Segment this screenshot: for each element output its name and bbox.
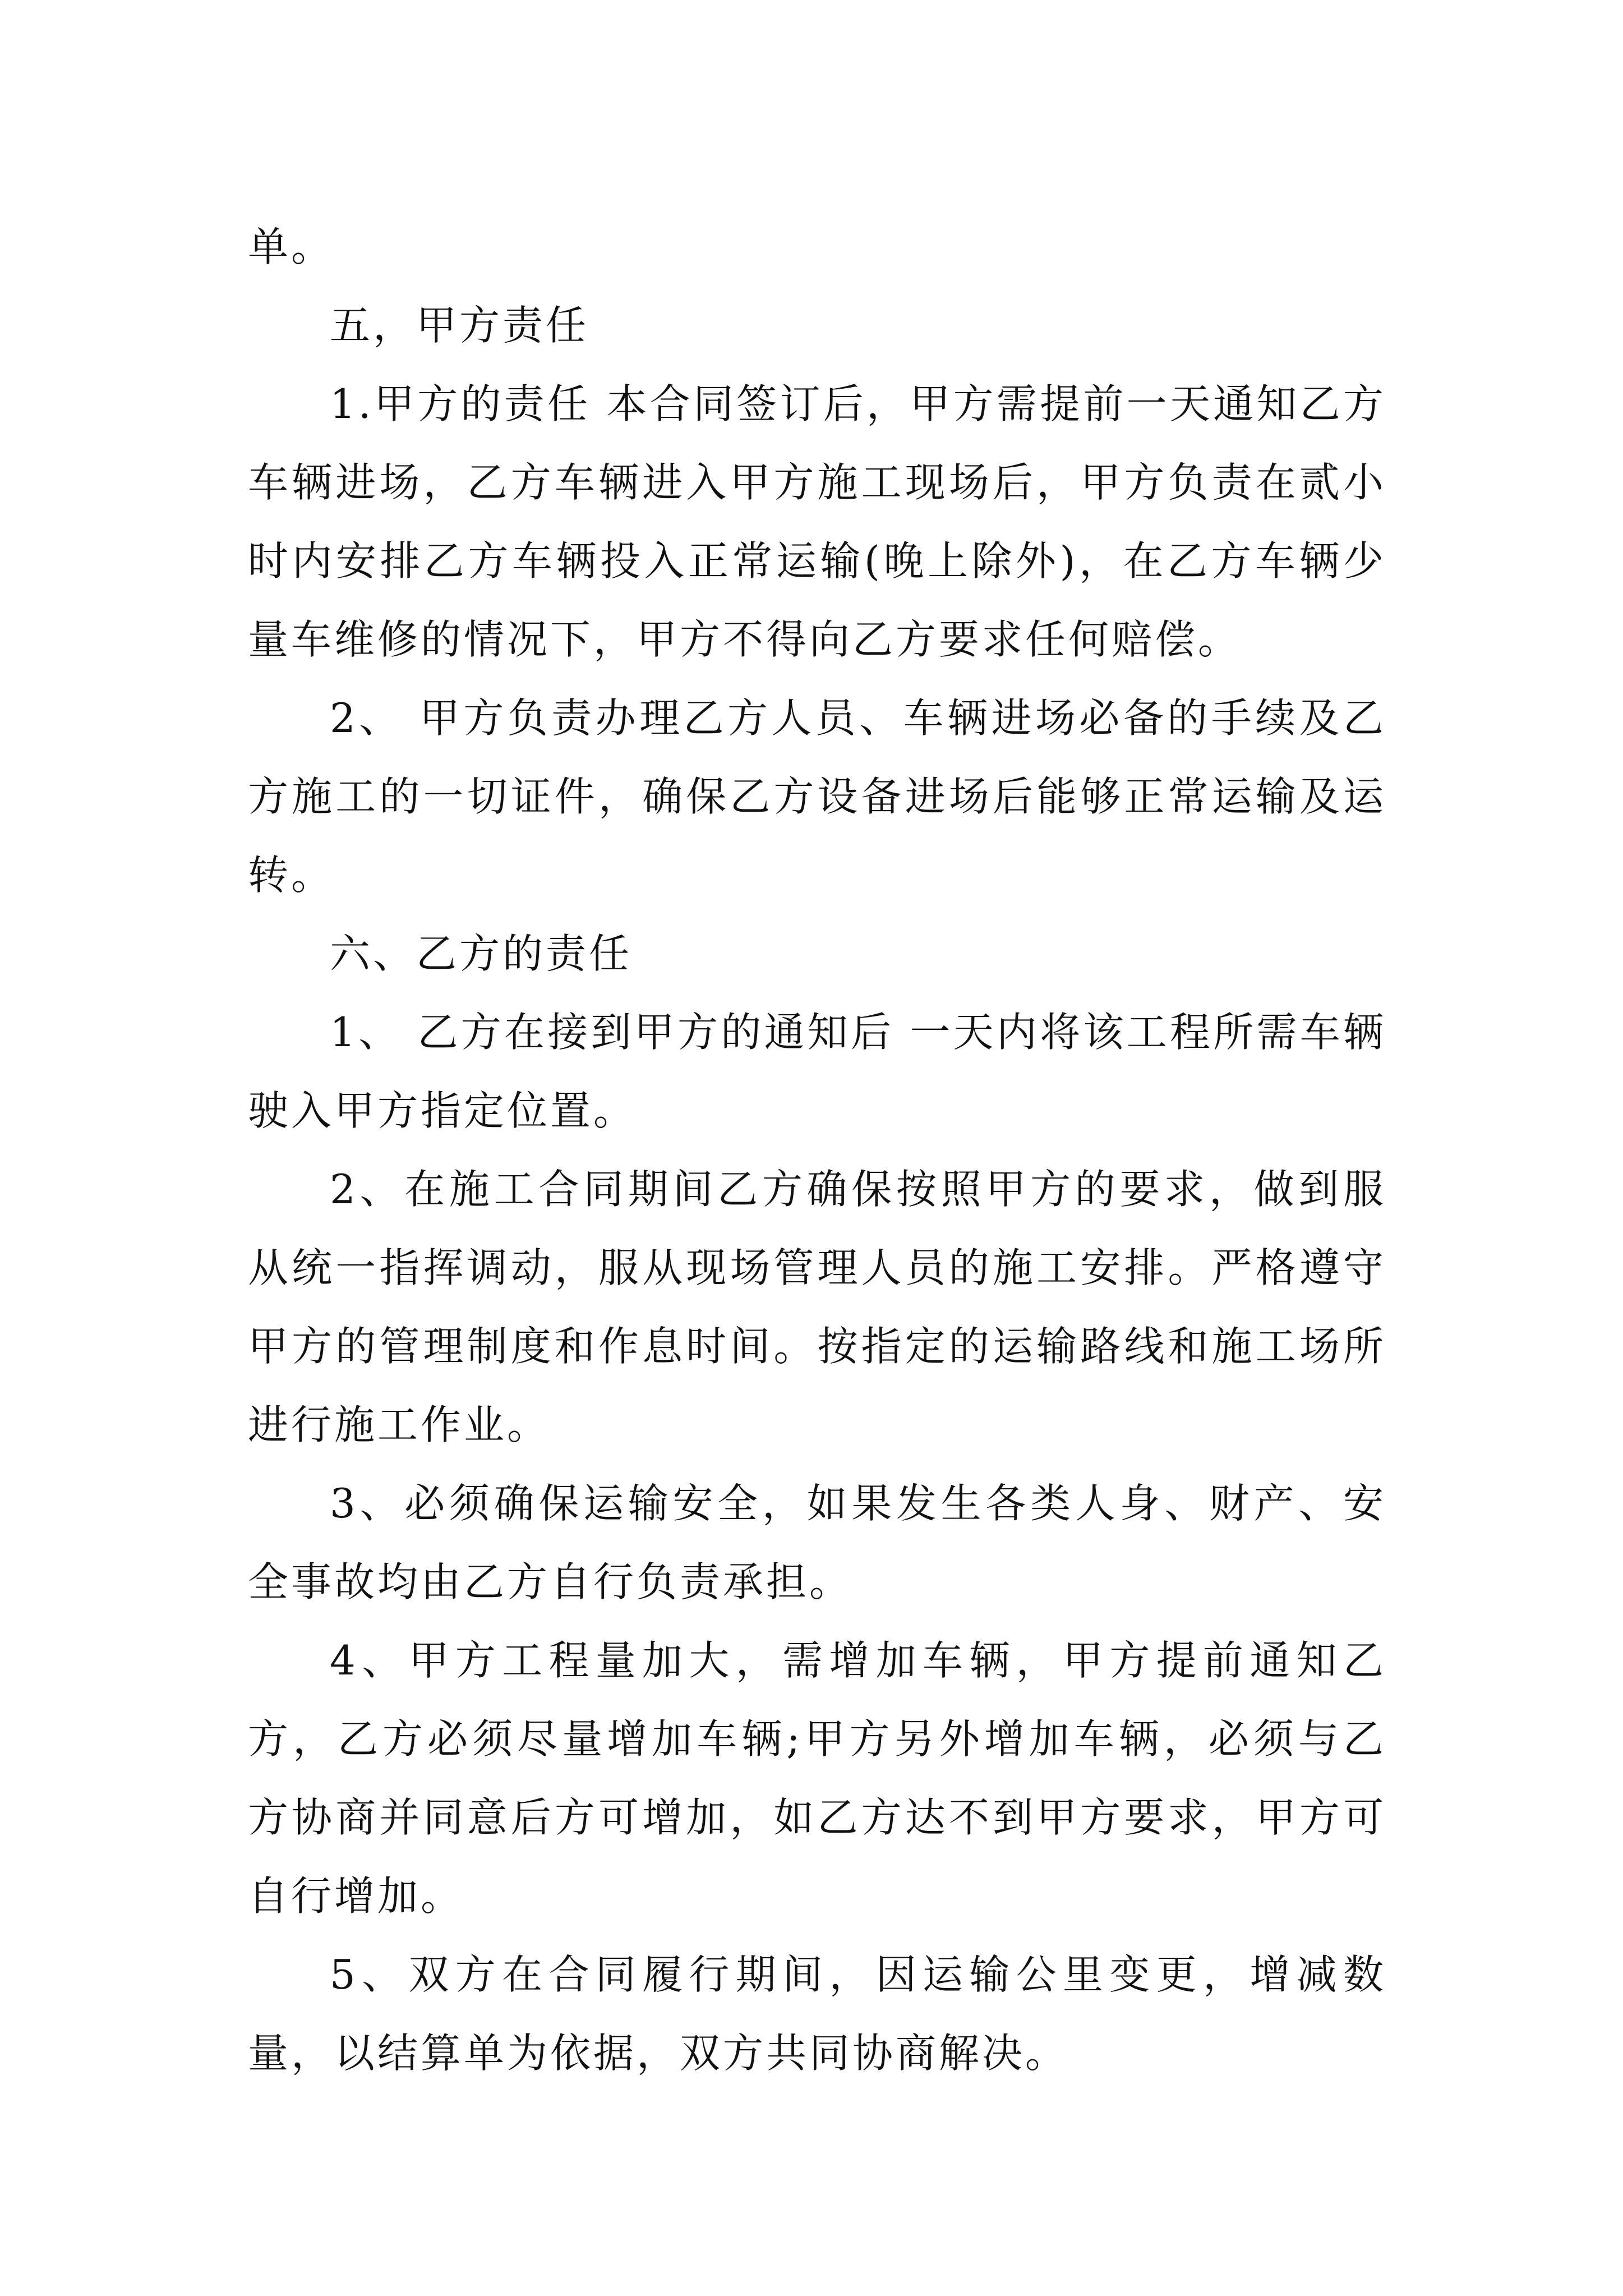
paragraph-party-b-item-5: 5、双方在合同履行期间，因运输公里变更，增减数量，以结算单为依据，双方共同协商解决。 [248,1951,1386,2077]
section-heading-party-a-responsibility: 五，甲方责任 [330,302,589,349]
paragraph-party-a-item-2: 2、 甲方负责办理乙方人员、车辆进场必备的手续及乙方施工的一切证件，确保乙方设备进场后能够正常运输及运转。 [248,694,1386,899]
paragraph-party-b-item-2: 2、在施工合同期间乙方确保按照甲方的要求，做到服从统一指挥调动，服从现场管理人员的施工安排。严格遵守甲方的管理制度和作息时间。按指定的运输路线和施工场所进行施工作业。 [248,1166,1386,1448]
paragraph-party-b-item-1: 1、 乙方在接到甲方的通知后 一天内将该工程所需车辆驶入甲方指定位置。 [248,1009,1386,1134]
paragraph-party-b-item-3: 3、必须确保运输安全，如果发生各类人身、财产、安全事故均由乙方自行负责承担。 [248,1480,1386,1605]
paragraph-party-b-item-4: 4、甲方工程量加大，需增加车辆，甲方提前通知乙方，乙方必须尽量增加车辆;甲方另外增加车辆，必须与乙方协商并同意后方可增加，如乙方达不到甲方要求，甲方可自行增加。 [248,1637,1386,1920]
section-heading-party-b-responsibility: 六、乙方的责任 [330,930,633,977]
document-body [248,208,1386,2092]
paragraph-continuation: 单。 [248,223,335,270]
paragraph-party-a-item-1: 1.甲方的责任 本合同签订后，甲方需提前一天通知乙方车辆进场，乙方车辆进入甲方施工现场后，甲方负责在贰小时内安排乙方车辆投入正常运输(晚上除外)，在乙方车辆少量车维修的情况下，甲方不得向乙方要求任何赔偿。 [248,380,1386,663]
